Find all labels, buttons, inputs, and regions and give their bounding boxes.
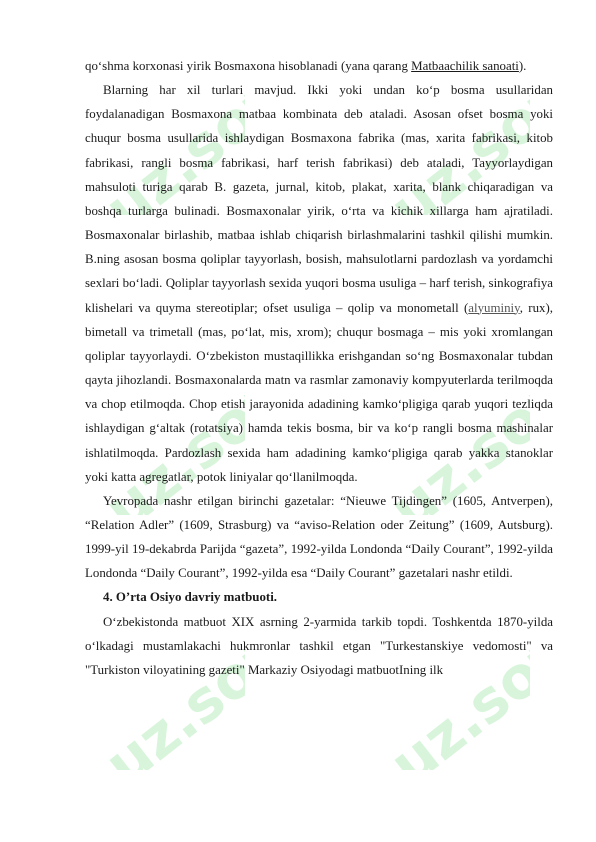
svg-text:uz.sof: uz.sof [92, 650, 245, 770]
paragraph-1 [85, 54, 553, 78]
document-body [85, 54, 553, 682]
paragraph-4: O‘zbekistonda matbuot XIX asrning 2-yarmida tarkib topdi. Toshkentda 1870-yilda o‘lkadagi mustamlakachi hukmronlar tashkil etgan "Turkestanskiye vedomosti" va "Turkiston viloyatining gazeti" Markaziy Osiyodagi matbuotIning ilk [85, 614, 553, 677]
link-matbaachilik-sanoati[interactable]: Matbaachilik sanoati [411, 59, 519, 73]
paragraph-text: , rux), bimetall va trimetall (mas, po‘lat, mis, xrom); chuqur bosmaga – mis yoki xromlangan qoliplar tayyorlaydi. O‘zbekiston mustaqillikka erishgandan so‘ng Bosmaxonalar tubdan qayta jihozlandi. Bosmaxonalarda matn va rasmlar zamonaviy kompyuterlarda terilmoqda va chop etilmoqda. Chop etish jarayonida adadining kamko‘pligiga qarab yuqori tezliqda ishlaydigan g‘altak (rotatsiya) hamda tekis bosma, bir va ko‘p rangli bosma mashinalar ishlatilmoqda. Pardozlash sexida ham adadining kamko‘pligiga qarab yakka stanoklar yoki katta agregatlar, potok liniyalar qo‘llanilmoqda. [85, 300, 553, 484]
paragraph-text: ). [518, 59, 527, 73]
svg-text:uz.sof: uz.sof [377, 395, 530, 515]
link-alyuminiy[interactable]: alyuminiy [468, 300, 520, 315]
paragraph-text: qo‘shma korxonasi yirik Bosmaxona hisoblanadi (yana qarang [85, 59, 412, 73]
paragraph-text: Blarning har xil turlari mavjud. Ikki yoki undan ko‘p bosma usullaridan foydalanadigan Bosmaxona matbaa kombinata deb ataladi. Asosan ofset bosma yoki chuqur bosma usullarida ishlaydigan Bosmaxona fabrika (mas, xarita fabrikasi, kitob fabrikasi, rangli bosma fabrikasi, harf terish fabrikasi) deb ataladi, Tayyorlaydigan mahsuloti turiga qarab B. gazeta, jurnal, kitob, plakat, xarita, blank chiqaradigan va boshqa turlarga bulinadi. Bosmaxonalar yirik, o‘rta va kichik xillarga ham ajratiladi. Bosmaxonalar birlashib, matbaa ishlab chiqarish birlashmalarini tashkil qilishi mumkin. B.ning asosan bosma qoliplar tayyorlash, bosish, mahsulotlarni pardozlash va yordamchi sexlari bo‘ladi. Qoliplar tayyorlash sexida yuqori bosma usuliga – harf terish, sinkografiya klishelari va quyma stereotiplar; ofset usuliga – qolip va monometall ( [85, 83, 553, 315]
svg-text:uz.sof: uz.sof [92, 95, 245, 215]
paragraph-2 [85, 78, 553, 489]
svg-text:uz.sof: uz.sof [92, 395, 245, 515]
svg-text:uz.sof: uz.sof [377, 650, 530, 770]
svg-text:uz.sof: uz.sof [377, 95, 530, 215]
paragraph-3: Yevropada nashr etilgan birinchi gazetalar: “Nieuwe Tijdingen” (1605, Antverpen), “Relation Adler” (1609, Strasburg) va “aviso-Relation oder Zeitung” (1609, Autsburg). 1999-yil 19-dekabrda Parijda “gazeta”, 1992-yilda Londonda “Daily Courant”, 1992-yilda Londonda “Daily Courant”, 1992-yilda esa “Daily Courant” gazetalari nashr etildi. [85, 493, 553, 581]
section-heading: 4. O’rta Osiyo davriy matbuoti. [103, 590, 278, 605]
